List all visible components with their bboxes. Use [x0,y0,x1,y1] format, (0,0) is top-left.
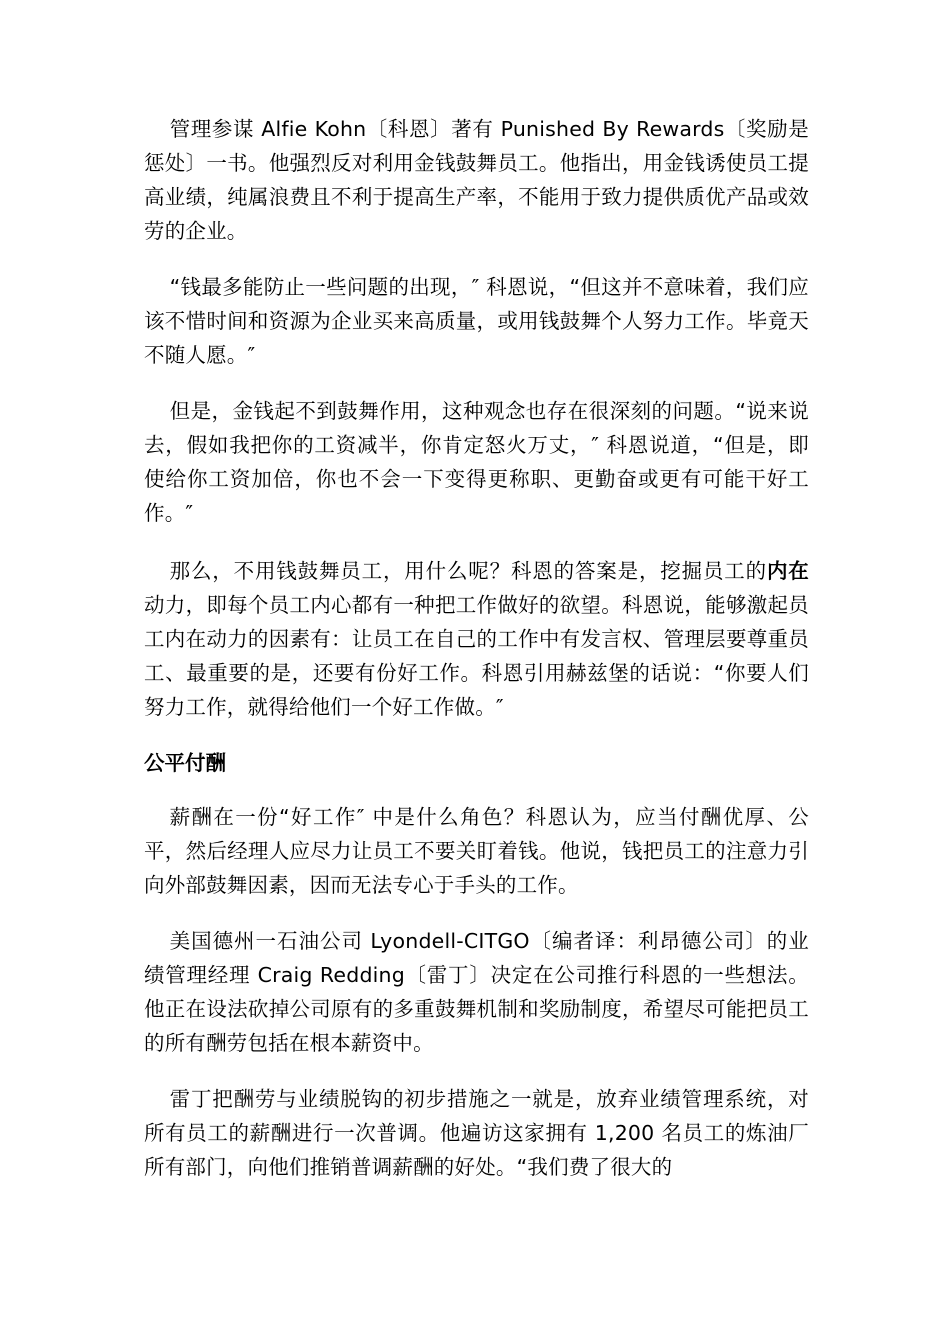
paragraph-3: 但是，金钱起不到鼓舞作用，这种观念也存在很深刻的问题。“说来说去，假如我把你的工资减半，你肯定怒火万丈，″ 科恩说道，“但是，即使给你工资加倍，你也不会一下变得更称职、更勤奋或更有可能干好工作。″ [144,399,809,525]
paragraph-4 [144,554,809,724]
paragraph-5: 薪酬在一份“好工作″ 中是什么角色？科恩认为，应当付酬优厚、公平，然后经理人应尽力让员工不要关盯着钱。他说，钱把员工的注意力引向外部鼓舞因素，因而无法专心于手头的工作。 [144,805,809,897]
section-heading: 公平付酬 [144,751,226,775]
paragraph-6: 美国德州一石油公司 Lyondell-CITGO〔编者译：利昂德公司〕的业绩管理经理 Craig Redding〔雷丁〕决定在公司推行科恩的一些想法。他正在设法砍掉公司原有的多重鼓舞机制和奖励制度，希望尽可能把员工的所有酬劳包括在根本薪资中。 [144,929,809,1055]
paragraph-4-bold: 内在 [766,559,809,583]
paragraph-4-after: 动力，即每个员工内心都有一种把工作做好的欲望。科恩说，能够激起员工内在动力的因素有：让员工在自己的工作中有发言权、管理层要尊重员工、最重要的是，还要有份好工作。科恩引用赫兹堡的话说：“你要人们努力工作，就得给他们一个好工作做。″ [144,593,809,719]
paragraph-4-before: 那么，不用钱鼓舞员工，用什么呢？科恩的答案是，挖掘员工的 [169,559,767,583]
paragraph-7: 雷丁把酬劳与业绩脱钩的初步措施之一就是，放弃业绩管理系统，对所有员工的薪酬进行一次普调。他遍访这家拥有 1,200 名员工的炼油厂所有部门，向他们推销普调薪酬的好处。“我们费了很大的 [144,1087,809,1179]
document-page [144,112,809,1204]
paragraph-2: “钱最多能防止一些问题的出现，″ 科恩说，“但这并不意味着，我们应该不惜时间和资源为企业买来高质量，或用钱鼓舞个人努力工作。毕竟天不随人愿。″ [144,275,809,367]
paragraph-1: 管理参谋 Alfie Kohn〔科恩〕著有 Punished By Rewards〔奖励是惩处〕一书。他强烈反对利用金钱鼓舞员工。他指出，用金钱诱使员工提高业绩，纯属浪费且不利于提高生产率，不能用于致力提供质优产品或效劳的企业。 [144,117,809,243]
